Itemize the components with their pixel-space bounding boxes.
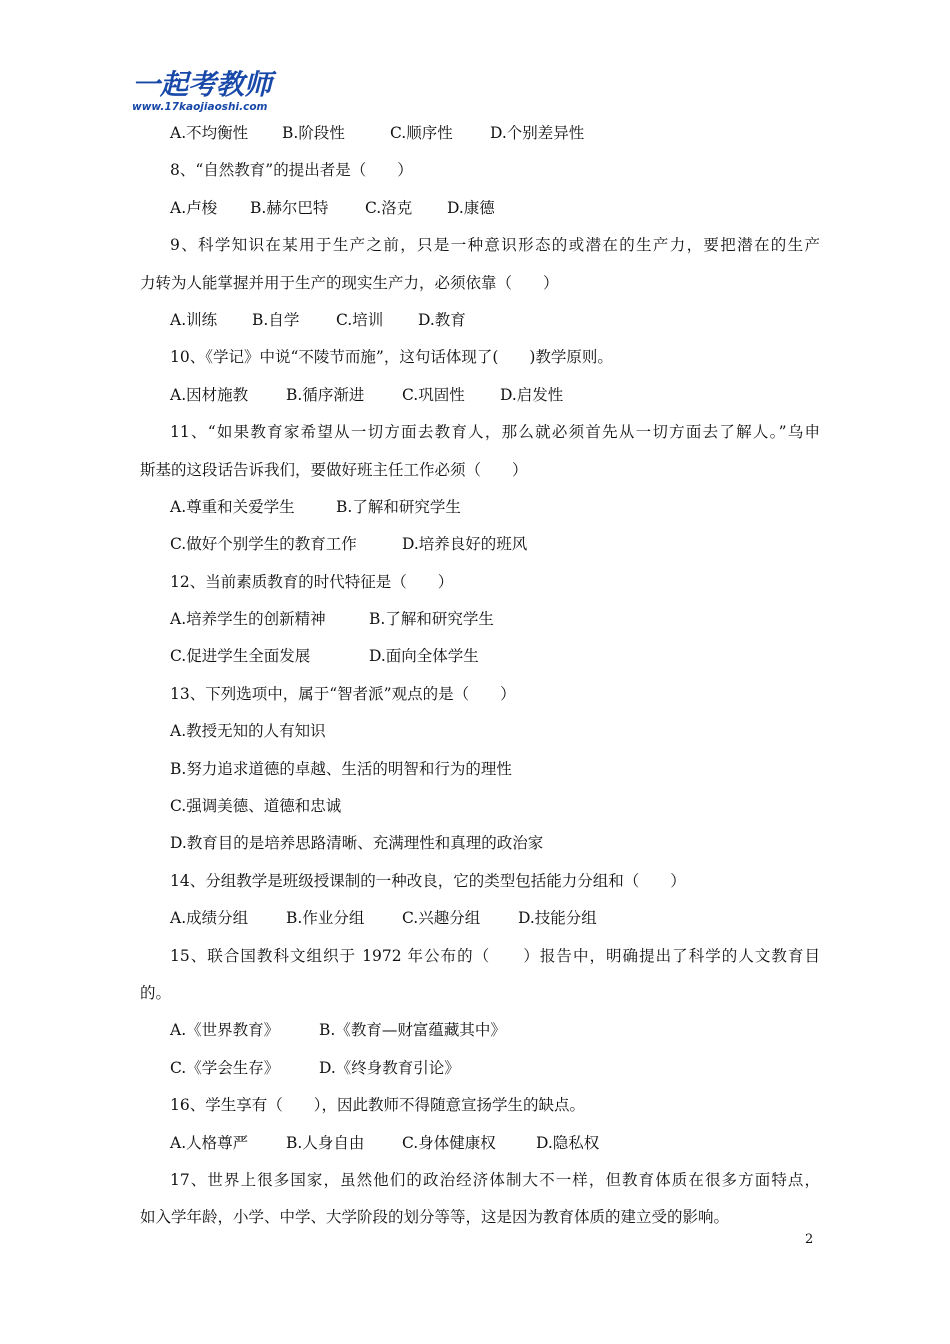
- option-a: A.培养学生的创新精神: [170, 610, 326, 629]
- question-15-line-2: 的。: [140, 983, 172, 1002]
- question-11-line-1: 11、“如果教育家希望从一切方面去教育人，那么就必须首先从一切方面去了解人。”乌申: [170, 423, 820, 442]
- question-14: 14、分组教学是班级授课制的一种改良，它的类型包括能力分组和（ ）: [170, 871, 686, 890]
- option-c: C.促进学生全面发展: [170, 647, 311, 666]
- question-13: 13、下列选项中，属于“智者派”观点的是（ ）: [170, 684, 516, 703]
- option-d: D.教育: [418, 310, 466, 329]
- option-c: C.顺序性: [390, 124, 453, 142]
- option-b: B.自学: [252, 310, 300, 329]
- q13-option-c: C.强调美德、道德和忠诚: [170, 797, 342, 816]
- q13-option-b: B.努力追求道德的卓越、生活的明智和行为的理性: [170, 759, 512, 778]
- logo-url: www.17kaojiaoshi.com: [132, 101, 268, 113]
- question-12: 12、当前素质教育的时代特征是（ ）: [170, 572, 454, 591]
- option-b: B.阶段性: [282, 124, 345, 142]
- question-9-line-1: 9、科学知识在某用于生产之前，只是一种意识形态的或潜在的生产力，要把潜在的生产: [170, 236, 820, 255]
- option-d: D.面向全体学生: [369, 647, 479, 666]
- option-a: A.成绩分组: [170, 909, 249, 928]
- q15-options-cd: [140, 1050, 820, 1087]
- q13-option-d: D.教育目的是培养思路清晰、充满理性和真理的政治家: [170, 834, 544, 853]
- option-c: C.洛克: [365, 198, 413, 217]
- question-17-line-1: 17、世界上很多国家，虽然他们的政治经济体制大不一样，但教育体质在很多方面特点，: [170, 1170, 820, 1189]
- q13-option-a: A.教授无知的人有知识: [170, 722, 326, 741]
- q12-options-cd: [140, 638, 820, 675]
- option-b: B.循序渐进: [286, 385, 365, 404]
- question-17-line-2: 如入学年龄，小学、中学、大学阶段的划分等等，这是因为教育体质的建立受的影响。: [140, 1208, 730, 1227]
- option-c: C.兴趣分组: [402, 909, 481, 928]
- option-a: A.不均衡性: [170, 124, 249, 142]
- option-a: A.尊重和关爱学生: [170, 497, 295, 516]
- option-c: C.巩固性: [402, 385, 465, 404]
- q12-options-ab: [140, 601, 820, 638]
- option-d: D.启发性: [500, 385, 564, 404]
- option-d: D.培养良好的班风: [402, 535, 528, 554]
- option-c: C.培训: [336, 310, 384, 329]
- q14-options: [140, 900, 820, 937]
- logo-title: 一起考教师: [132, 68, 273, 101]
- option-b: B.赫尔巴特: [250, 198, 329, 217]
- option-a: A.因材施教: [170, 385, 249, 404]
- q7-options: [140, 115, 820, 152]
- option-c: C.《学会生存》: [170, 1058, 280, 1077]
- option-b: B.作业分组: [286, 909, 365, 928]
- question-11-line-2: 斯基的这段话告诉我们，要做好班主任工作必须（ ）: [140, 460, 528, 479]
- option-d: D.康德: [447, 198, 495, 217]
- q16-options: [140, 1125, 820, 1162]
- document-body: [140, 115, 820, 1237]
- option-a: A.训练: [170, 310, 218, 329]
- option-a: A.卢梭: [170, 198, 218, 217]
- option-d: D.个别差异性: [490, 124, 585, 142]
- q11-options-ab: [140, 489, 820, 526]
- question-9-line-2: 力转为人能掌握并用于生产的现实生产力，必须依靠（ ）: [140, 273, 559, 292]
- option-a: A.人格尊严: [170, 1133, 249, 1152]
- option-b: B.《教育—财富蕴藏其中》: [319, 1021, 506, 1040]
- brand-logo[interactable]: [132, 70, 302, 114]
- option-d: D.技能分组: [518, 909, 597, 928]
- option-b: B.人身自由: [286, 1133, 365, 1152]
- option-c: C.身体健康权: [402, 1133, 496, 1152]
- option-d: D.《终身教育引论》: [319, 1058, 460, 1077]
- option-b: B.了解和研究学生: [369, 610, 494, 629]
- question-10: 10、《学记》中说“不陵节而施”，这句话体现了( )教学原则。: [170, 348, 613, 367]
- q8-options: [140, 190, 820, 227]
- option-b: B.了解和研究学生: [336, 497, 461, 516]
- question-16: 16、学生享有（ ），因此教师不得随意宣扬学生的缺点。: [170, 1096, 585, 1115]
- question-15-line-1: 15、联合国教科文组织于 1972 年公布的（ ）报告中，明确提出了科学的人文教育目: [170, 946, 820, 965]
- q11-options-cd: [140, 526, 820, 563]
- q10-options: [140, 377, 820, 414]
- option-d: D.隐私权: [536, 1133, 600, 1152]
- option-c: C.做好个别学生的教育工作: [170, 535, 357, 554]
- question-8: 8、“自然教育”的提出者是（ ）: [170, 161, 413, 180]
- q15-options-ab: [140, 1012, 820, 1049]
- page-number: 2: [805, 1232, 814, 1247]
- option-a: A.《世界教育》: [170, 1021, 280, 1040]
- q9-options: [140, 302, 820, 339]
